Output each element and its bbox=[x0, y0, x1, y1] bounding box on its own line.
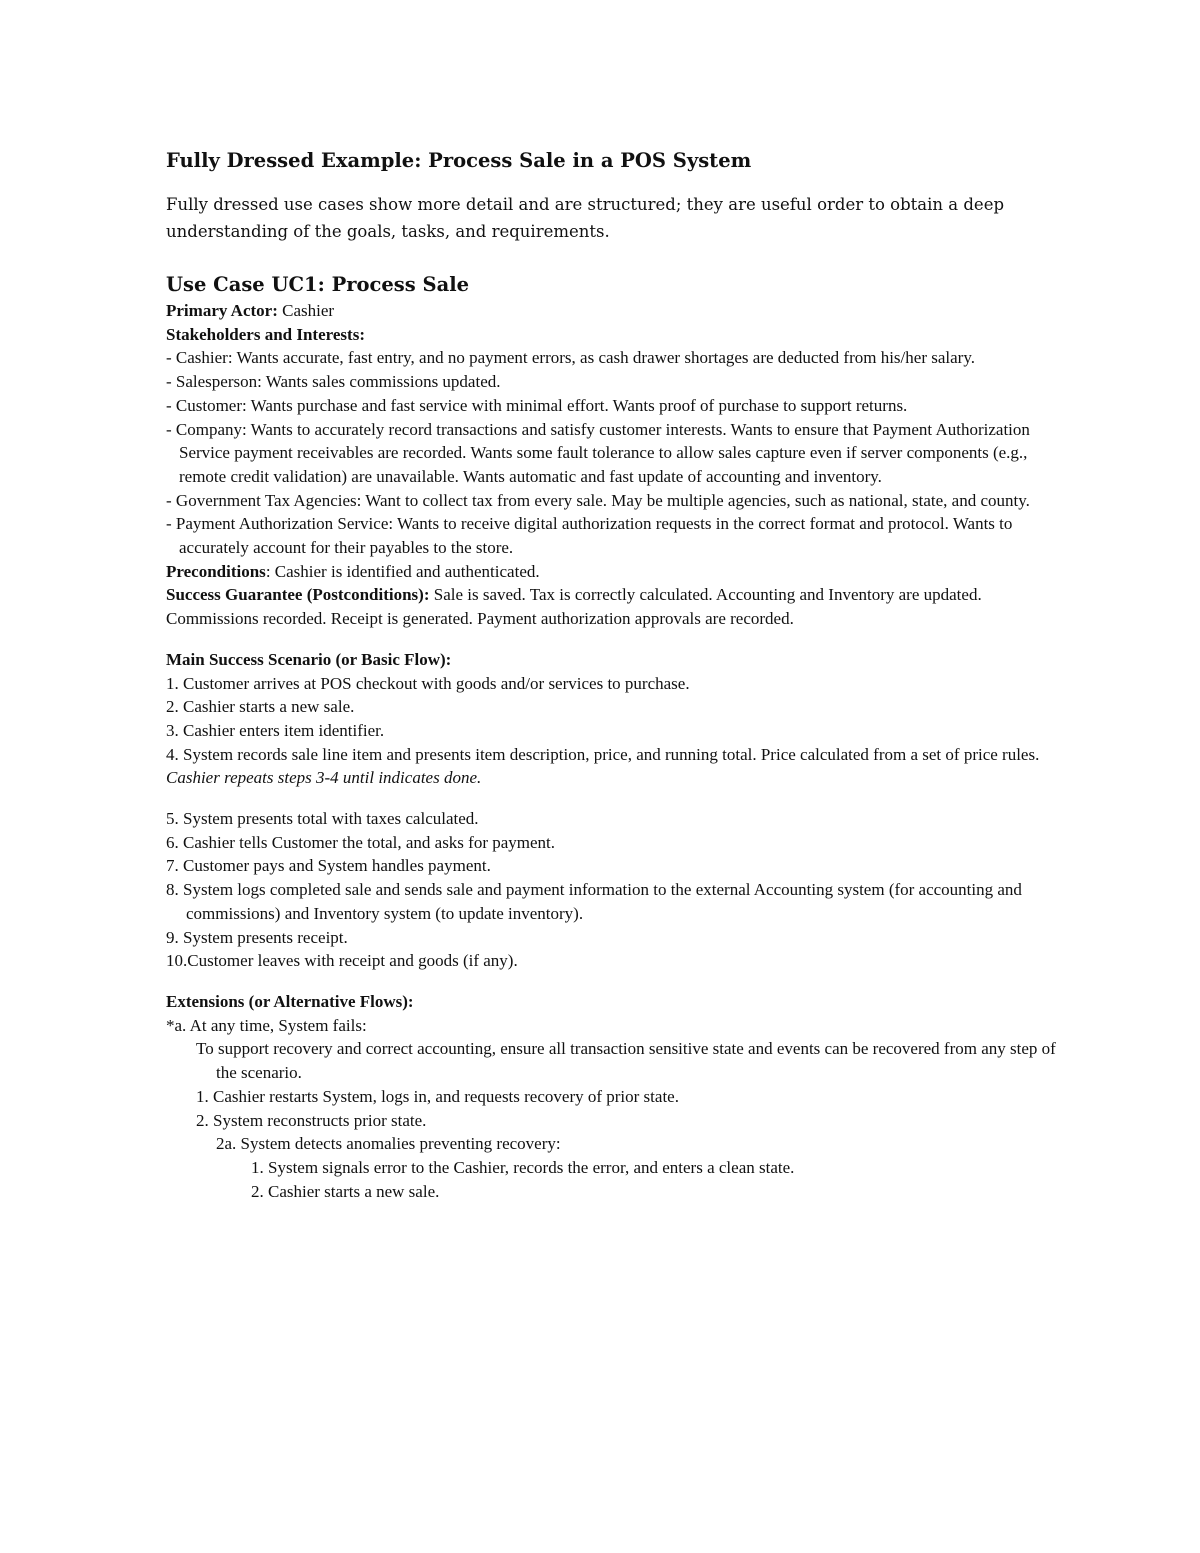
scenario-step: 10.Customer leaves with receipt and goods (if any). bbox=[166, 951, 518, 971]
extension-sub-step: 1. System signals error to the Cashier, records the error, and enters a clean state. bbox=[251, 1157, 795, 1177]
stakeholder-item: - Customer: Wants purchase and fast service with minimal effort. Wants proof of purchase to support returns. bbox=[166, 395, 908, 415]
use-case-title: Use Case UC1: Process Sale bbox=[166, 273, 470, 296]
extension-star-a: *a. At any time, System fails: bbox=[166, 1015, 367, 1035]
primary-actor-label: Primary Actor: bbox=[166, 301, 278, 320]
scenario-step: 3. Cashier enters item identifier. bbox=[166, 720, 385, 740]
stakeholders-heading: Stakeholders and Interests: bbox=[166, 324, 365, 344]
success-guarantee-value: Sale is saved. Tax is correctly calculated. Accounting and Inventory are updated. Commissions recorded. Receipt is generated. Payment authorization approvals are recorded. bbox=[166, 585, 982, 629]
stakeholder-item: - Government Tax Agencies: Want to collect tax from every sale. May be multiple agencies, such as national, state, and county. bbox=[166, 490, 1030, 510]
stakeholder-item: - Payment Authorization Service: Wants to receive digital authorization requests in the correct format and protocol. Wants to accurately account for their payables to the store. bbox=[166, 514, 1013, 558]
extension-step: 1. Cashier restarts System, logs in, and requests recovery of prior state. bbox=[196, 1086, 679, 1106]
repeat-note: Cashier repeats steps 3-4 until indicates done. bbox=[166, 768, 482, 788]
primary-actor bbox=[166, 299, 1066, 323]
extension-sub-step: 2. Cashier starts a new sale. bbox=[251, 1181, 440, 1201]
extension-description: To support recovery and correct accounting, ensure all transaction sensitive state and events can be recovered from any step of the scenario. bbox=[196, 1039, 1056, 1083]
scenario-step: 2. Cashier starts a new sale. bbox=[166, 697, 355, 717]
use-case-body bbox=[166, 299, 1066, 1203]
scenario-step: 5. System presents total with taxes calculated. bbox=[166, 809, 479, 829]
extension-step: 2. System reconstructs prior state. bbox=[196, 1110, 427, 1130]
scenario-step: 6. Cashier tells Customer the total, and asks for payment. bbox=[166, 832, 556, 852]
success-guarantee-label: Success Guarantee (Postconditions): bbox=[166, 585, 430, 605]
scenario-step: 4. System records sale line item and presents item description, price, and running total. Price calculated from a set of price rules. bbox=[166, 744, 1040, 764]
intro-paragraph: Fully dressed use cases show more detail and are structured; they are useful order to obtain a deep understanding of the goals, tasks, and requirements. bbox=[166, 195, 1005, 241]
stakeholder-item: - Company: Wants to accurately record transactions and satisfy customer interests. Wants to ensure that Payment Authorization Service payment receivables are recorded. Wants some fault tolerance to allow sales capture even if server components (e.g., remote credit validation) are unavailable. Wants automatic and fast update of accounting and inventory. bbox=[166, 419, 1030, 486]
document-title: Fully Dressed Example: Process Sale in a POS System bbox=[166, 149, 752, 172]
preconditions bbox=[166, 560, 1066, 584]
primary-actor-value: Cashier bbox=[277, 301, 335, 320]
scenario-step: 7. Customer pays and System handles payment. bbox=[166, 856, 491, 876]
stakeholder-item: - Cashier: Wants accurate, fast entry, and no payment errors, as cash drawer shortages are deducted from his/her salary. bbox=[166, 348, 975, 368]
success-guarantee bbox=[166, 583, 1066, 630]
scenario-step: 1. Customer arrives at POS checkout with goods and/or services to purchase. bbox=[166, 673, 690, 693]
preconditions-value: : Cashier is identified and authenticated. bbox=[265, 561, 540, 581]
extension-sub-2a: 2a. System detects anomalies preventing recovery: bbox=[216, 1134, 561, 1154]
extensions-heading: Extensions (or Alternative Flows): bbox=[166, 991, 414, 1011]
stakeholder-item: - Salesperson: Wants sales commissions updated. bbox=[166, 372, 501, 392]
main-scenario-heading: Main Success Scenario (or Basic Flow): bbox=[166, 649, 452, 669]
scenario-step: 9. System presents receipt. bbox=[166, 927, 348, 947]
preconditions-label: Preconditions bbox=[166, 561, 266, 581]
document-page bbox=[166, 146, 1066, 1203]
scenario-step: 8. System logs completed sale and sends sale and payment information to the external Accounting system (for accounting and commissions) and Inventory system (to update inventory). bbox=[166, 880, 1022, 923]
